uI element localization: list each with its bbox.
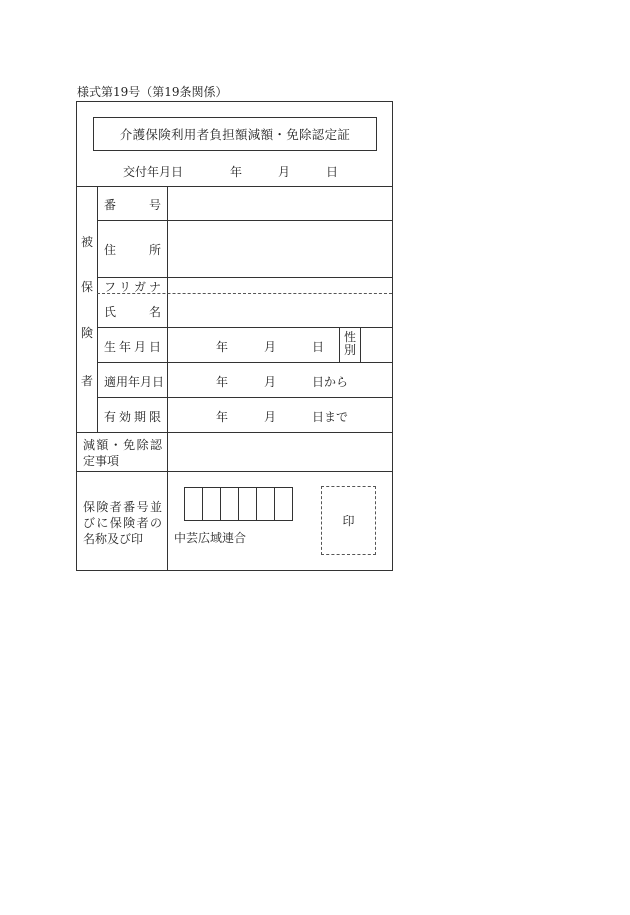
furigana-label: フ リ ガ ナ bbox=[104, 280, 161, 294]
reduction-label-line2: 定事項 bbox=[83, 454, 120, 468]
insured-label-char: 険 bbox=[81, 326, 94, 340]
divider bbox=[77, 471, 392, 472]
name-label: 氏 名 bbox=[104, 305, 161, 319]
insurer-number-cell bbox=[203, 488, 221, 520]
insurer-name: 中芸広域連合 bbox=[174, 531, 247, 545]
valid-period-label: 有 効 期 限 bbox=[104, 410, 161, 424]
birth-month: 月 bbox=[264, 340, 277, 354]
divider bbox=[97, 397, 392, 398]
apply-day: 日から bbox=[312, 375, 349, 389]
seal-box bbox=[321, 486, 376, 555]
insurer-label-line2: び に 保 険 者 の bbox=[83, 516, 162, 530]
insurer-number-boxes bbox=[184, 487, 293, 521]
insurer-number-cell bbox=[185, 488, 203, 520]
birth-day: 日 bbox=[312, 340, 325, 354]
insurer-number-cell bbox=[239, 488, 257, 520]
insured-label-char: 保 bbox=[81, 280, 94, 294]
birth-year: 年 bbox=[216, 340, 229, 354]
valid-day: 日まで bbox=[312, 410, 349, 424]
issue-date-year: 年 bbox=[230, 165, 243, 179]
insurer-number-cell bbox=[221, 488, 239, 520]
insurer-number-cell bbox=[275, 488, 292, 520]
insured-label-char: 者 bbox=[81, 374, 94, 388]
insurer-number-cell bbox=[257, 488, 275, 520]
birth-date-label: 生 年 月 日 bbox=[104, 340, 161, 354]
form-title: 介護保険利用者負担額減額・免除認定証 bbox=[93, 117, 377, 151]
issue-date-label: 交付年月日 bbox=[123, 165, 184, 179]
insurer-label-line1: 保 険 者 番 号 並 bbox=[83, 500, 162, 514]
divider bbox=[360, 327, 361, 362]
divider bbox=[167, 186, 168, 570]
divider bbox=[339, 327, 340, 362]
apply-date-label: 適用年月日 bbox=[104, 375, 165, 389]
reduction-label-line1: 減 額 ・ 免 除 認 bbox=[83, 438, 162, 452]
sex-label: 性 別 bbox=[344, 330, 357, 357]
divider bbox=[97, 362, 392, 363]
issue-date-day: 日 bbox=[326, 165, 339, 179]
seal-label: 印 bbox=[342, 514, 355, 528]
insured-label-char: 被 bbox=[81, 235, 94, 249]
address-label: 住 所 bbox=[104, 243, 161, 257]
form-number-caption: 様式第19号（第19条関係） bbox=[77, 85, 228, 99]
insurer-label-line3: 名称及び印 bbox=[83, 532, 144, 546]
divider bbox=[77, 186, 392, 187]
number-label: 番 号 bbox=[104, 198, 161, 212]
apply-year: 年 bbox=[216, 375, 229, 389]
divider bbox=[77, 432, 392, 433]
apply-month: 月 bbox=[264, 375, 277, 389]
issue-date-month: 月 bbox=[278, 165, 291, 179]
valid-month: 月 bbox=[264, 410, 277, 424]
certificate-form bbox=[76, 101, 393, 571]
valid-year: 年 bbox=[216, 410, 229, 424]
divider bbox=[97, 220, 392, 221]
divider bbox=[97, 186, 98, 432]
divider bbox=[97, 327, 392, 328]
